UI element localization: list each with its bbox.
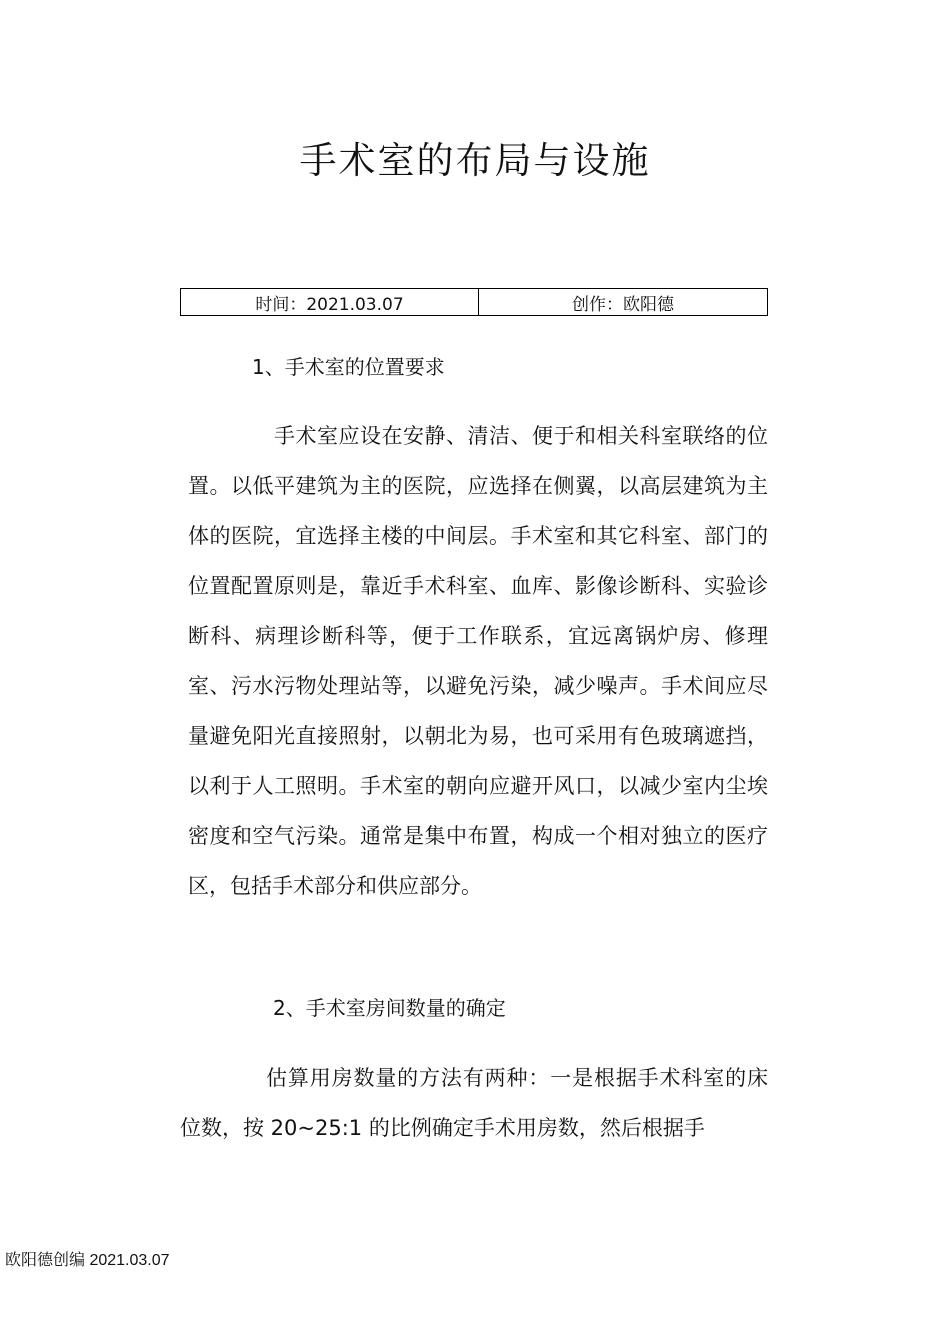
section-heading-2: 2、手术室房间数量的确定 bbox=[273, 996, 506, 1020]
section-paragraph-1: 手术室应设在安静、清洁、便于和相关科室联络的位置。以低平建筑为主的医院，应选择在侧翼，以高层建筑为主体的医院，宜选择主楼的中间层。手术室和其它科室、部门的位置配置原则是，靠近手术科室、血库、影像诊断科、实验诊断科、病理诊断科等，便于工作联系，宜远离锅炉房、修理室、污水污物处理站等，以避免污染，减少噪声。手术间应尽量避免阳光直接照射，以朝北为易，也可采用有色玻璃遮挡，以利于人工照明。手术室的朝向应避开风口，以减少室内尘埃密度和空气污染。通常是集中布置，构成一个相对独立的医疗区，包括手术部分和供应部分。 bbox=[188, 424, 768, 898]
meta-time: 时间：2021.03.07 bbox=[181, 289, 479, 316]
meta-author: 创作：欧阳德 bbox=[479, 289, 768, 316]
section-heading-1: 1、手术室的位置要求 bbox=[252, 355, 445, 379]
meta-row bbox=[181, 289, 768, 316]
meta-table bbox=[180, 288, 768, 316]
section-paragraph-2: 估算用房数量的方法有两种：一是根据手术科室的床位数，按 20~25:1 的比例确定手术用房数，然后根据手 bbox=[180, 1066, 768, 1140]
document-title: 手术室的布局与设施 bbox=[299, 139, 651, 182]
page-footer: 欧阳德创编 2021.03.07 bbox=[5, 1252, 170, 1269]
